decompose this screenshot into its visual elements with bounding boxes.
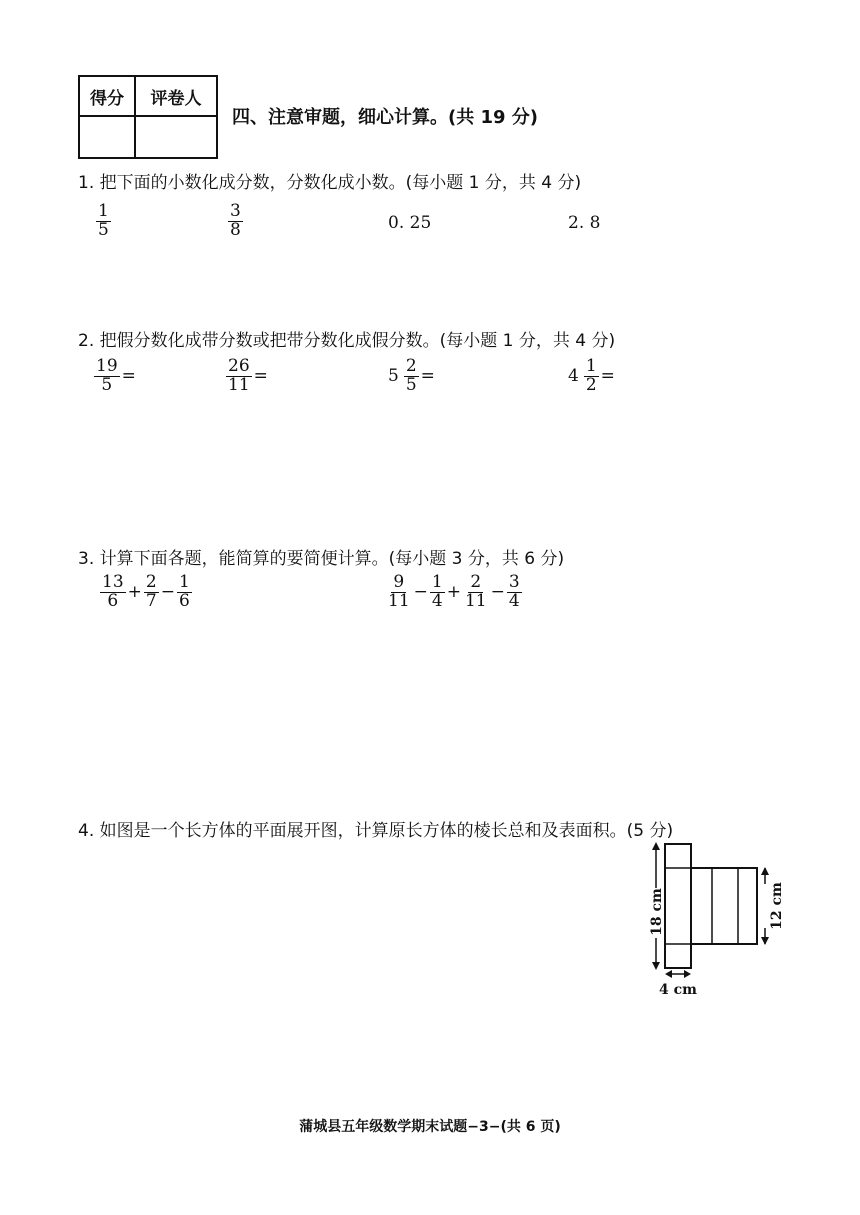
- q2-d-num: 1: [585, 356, 597, 376]
- q1-f1-num: 1: [98, 201, 109, 221]
- net-strip: [665, 844, 691, 968]
- q4-prompt: 4. 如图是一个长方体的平面展开图，计算原长方体的棱长总和及表面积。(5 分): [78, 821, 674, 841]
- q2-item-d: [566, 358, 617, 395]
- q2-item-b: [226, 358, 270, 395]
- q3-e1-t2-num: 2: [145, 572, 157, 592]
- dim-12-arrow-up: [761, 867, 769, 875]
- dim-12-arrow-down: [761, 937, 769, 945]
- q2-c-whole: 5: [388, 366, 399, 387]
- dim-4-arrow-left: [665, 970, 672, 978]
- section-title: 四、注意审题，细心计算。(共 19 分): [232, 107, 539, 128]
- q3-e2-op1: −: [413, 582, 428, 603]
- q3-e2-t2-num: 1: [431, 572, 443, 592]
- q3-e2-t2-den: 4: [431, 590, 443, 611]
- q2-a-eq: =: [121, 366, 136, 387]
- label-height: 18 cm: [649, 888, 665, 936]
- q2-item-a: [94, 358, 138, 395]
- grader-label: 评卷人: [135, 76, 217, 116]
- label-width: 12 cm: [769, 882, 785, 930]
- q3-e1-t2-den: 7: [145, 590, 157, 611]
- q3-e1-t1-num: 13: [102, 572, 124, 592]
- q1-fraction-1: [96, 203, 111, 240]
- q2-d-den: 2: [585, 374, 597, 395]
- dim-18-arrow-down: [652, 962, 660, 970]
- q3-e2-t4-den: 4: [508, 590, 520, 611]
- q2-a-den: 5: [101, 374, 113, 395]
- q2-b-num: 26: [228, 356, 250, 376]
- q3-e2-t4-num: 3: [508, 572, 520, 592]
- q2-a-num: 19: [96, 356, 118, 376]
- score-label: 得分: [79, 76, 135, 116]
- q3-e1-t3-num: 1: [178, 572, 190, 592]
- dim-4-arrow-right: [684, 970, 691, 978]
- q1-fraction-2: [228, 203, 243, 240]
- q2-b-eq: =: [253, 366, 268, 387]
- q1-f2-den: 8: [230, 219, 241, 240]
- page-footer: 蒲城县五年级数学期末试题−3−(共 6 页): [299, 1119, 561, 1135]
- q2-b-den: 11: [228, 374, 250, 395]
- q2-c-num: 2: [405, 356, 417, 376]
- q3-prompt: 3. 计算下面各题，能简算的要简便计算。(每小题 3 分，共 6 分): [78, 549, 565, 569]
- label-depth: 4 cm: [659, 982, 697, 998]
- q2-c-den: 5: [405, 374, 417, 395]
- q3-e2-op3: −: [490, 582, 505, 603]
- q1-decimal-1: 0. 25: [388, 213, 432, 233]
- q3-e1-t1-den: 6: [107, 590, 119, 611]
- score-cell[interactable]: [79, 116, 135, 158]
- q1-f1-den: 5: [98, 219, 109, 240]
- q3-e1-t3-den: 6: [178, 590, 190, 611]
- grader-cell[interactable]: [135, 116, 217, 158]
- q3-e2-op2: +: [446, 582, 461, 603]
- q2-d-eq: =: [600, 366, 615, 387]
- q3-expression-2: [386, 574, 522, 611]
- q3-e1-op2: −: [160, 582, 175, 603]
- q2-c-eq: =: [420, 366, 435, 387]
- q2-item-c: [386, 358, 437, 395]
- cuboid-net-diagram: [640, 840, 790, 1000]
- score-table: [78, 75, 218, 159]
- q3-e1-op1: +: [127, 582, 142, 603]
- q2-prompt: 2. 把假分数化成带分数或把带分数化成假分数。(每小题 1 分，共 4 分): [78, 331, 616, 351]
- q3-expression-1: [100, 574, 192, 611]
- q3-e2-t1-den: 11: [388, 590, 410, 611]
- net-side-faces: [691, 868, 757, 944]
- q3-e2-t1-num: 9: [393, 572, 405, 592]
- q3-e2-t3-den: 11: [464, 590, 487, 611]
- q1-decimal-2: 2. 8: [568, 213, 601, 233]
- q3-e2-t3-num: 2: [470, 572, 482, 592]
- q2-d-whole: 4: [568, 366, 579, 387]
- q1-f2-num: 3: [230, 201, 241, 221]
- dim-18-arrow-up: [652, 842, 660, 850]
- q1-prompt: 1. 把下面的小数化成分数，分数化成小数。(每小题 1 分，共 4 分): [78, 173, 582, 193]
